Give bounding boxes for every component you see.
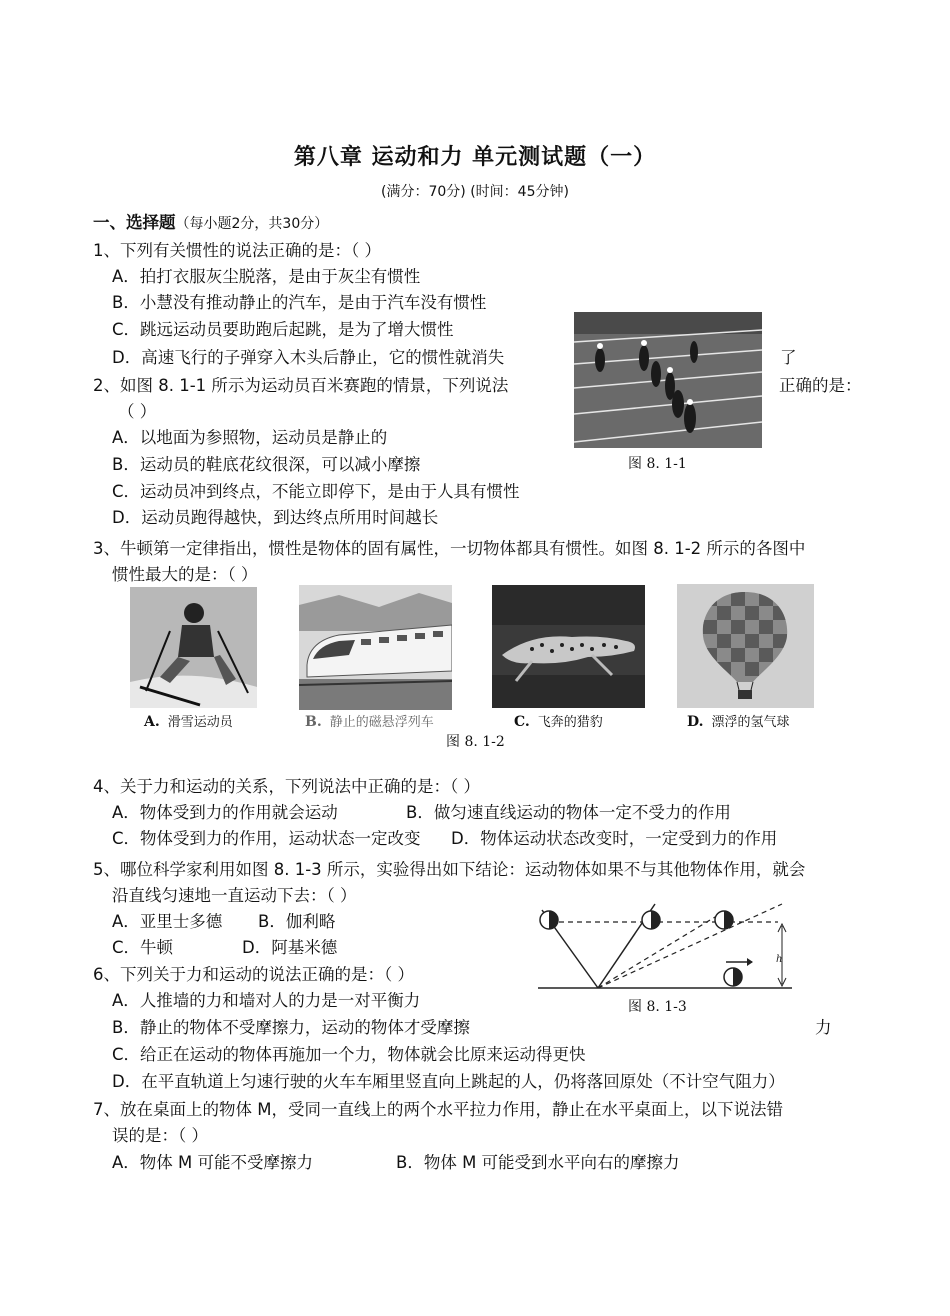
image-b-letter: B. bbox=[305, 714, 322, 730]
q7-stem-line2: 误的是：（ ） bbox=[112, 1126, 208, 1145]
q2-option-c: C．运动员冲到终点，不能立即停下，是由于人具有惯性 bbox=[112, 482, 520, 501]
page-subtitle: (满分：70分) (时间：45分钟) bbox=[381, 184, 569, 200]
q5-option-a: A．亚里士多德 bbox=[112, 912, 223, 931]
q5-option-b: B．伽利略 bbox=[258, 912, 336, 931]
image-d-letter: D. bbox=[687, 714, 704, 730]
q6-stem: 6、下列关于力和运动的说法正确的是：（ ） bbox=[93, 965, 414, 984]
q6-option-b-tail: 力 bbox=[815, 1018, 832, 1037]
q1-stem: 1、下列有关惯性的说法正确的是：（ ） bbox=[93, 241, 381, 260]
q1-option-b: B．小慧没有推动静止的汽车，是由于汽车没有惯性 bbox=[112, 293, 487, 312]
ball-icon bbox=[642, 911, 660, 929]
ball-icon bbox=[715, 911, 733, 929]
image-d-label: 漂浮的氢气球 bbox=[711, 715, 790, 730]
q5-stem: 5、哪位科学家利用如图 8. 1-3 所示，实验得出如下结论：运动物体如果不与其他物体作用，就会 bbox=[93, 860, 806, 879]
fig-8-1-3-caption: 图 8. 1-3 bbox=[628, 999, 687, 1015]
image-a-caption bbox=[144, 711, 233, 730]
q6-option-d: D．在平直轨道上匀速行驶的火车车厢里竖直向上跳起的人，仍将落回原处（不计空气阻力） bbox=[112, 1072, 785, 1091]
q5-stem-line2: 沿直线匀速地一直运动下去：（ ） bbox=[112, 886, 357, 905]
q7-option-a: A．物体 M 可能不受摩擦力 bbox=[112, 1153, 314, 1172]
q3-stem: 3、牛顿第一定律指出，惯性是物体的固有属性，一切物体都具有惯性。如图 8. 1-2 所示的各图中 bbox=[93, 539, 806, 558]
q4-option-c: C．物体受到力的作用，运动状态一定改变 bbox=[112, 829, 421, 848]
arrow-right-icon bbox=[726, 958, 753, 966]
section-heading bbox=[93, 210, 328, 237]
q4-option-a: A．物体受到力的作用就会运动 bbox=[112, 803, 338, 822]
image-b-label: 静止的磁悬浮列车 bbox=[329, 715, 434, 730]
q1-option-a: A．拍打衣服灰尘脱落，是由于灰尘有惯性 bbox=[112, 267, 421, 286]
cheetah-image bbox=[492, 585, 645, 708]
section-note: （每小题2分，共30分） bbox=[175, 216, 329, 232]
q2-option-d: D．运动员跑得越快，到达终点所用时间越长 bbox=[112, 508, 439, 527]
q2-option-b: B．运动员的鞋底花纹很深，可以减小摩擦 bbox=[112, 455, 421, 474]
q1-option-d: D．高速飞行的子弹穿入木头后静止，它的惯性就消失 bbox=[112, 348, 505, 367]
q1-option-c: C．跳远运动员要助跑后起跳，是为了增大惯性 bbox=[112, 320, 454, 339]
image-c-caption bbox=[514, 711, 603, 730]
image-b-caption bbox=[305, 711, 434, 730]
q4-stem: 4、关于力和运动的关系，下列说法中正确的是：（ ） bbox=[93, 777, 480, 796]
q6-option-a: A．人推墙的力和墙对人的力是一对平衡力 bbox=[112, 991, 421, 1010]
height-label: h bbox=[776, 954, 783, 965]
q1-option-d-tail: 了 bbox=[780, 348, 797, 367]
q6-option-b: B．静止的物体不受摩擦力，运动的物体才受摩擦 bbox=[112, 1018, 470, 1037]
image-a-label: 滑雪运动员 bbox=[167, 715, 233, 730]
page-title: 第八章 运动和力 单元测试题（一） bbox=[293, 144, 657, 170]
maglev-train-image bbox=[299, 585, 452, 710]
q2-stem-tail: 正确的是： bbox=[779, 376, 862, 395]
fig-8-1-1-caption: 图 8. 1-1 bbox=[628, 456, 687, 472]
q7-option-b: B．物体 M 可能受到水平向右的摩擦力 bbox=[396, 1153, 680, 1172]
q5-option-c: C．牛顿 bbox=[112, 938, 174, 957]
incline-ball-diagram bbox=[520, 900, 800, 996]
q3-stem-line2: 惯性最大的是：（ ） bbox=[112, 565, 258, 584]
section-title: 一、选择题 bbox=[93, 213, 176, 232]
ball-icon bbox=[540, 911, 558, 929]
fig-8-1-2-caption: 图 8. 1-2 bbox=[446, 734, 505, 750]
sprint-photo bbox=[574, 312, 762, 448]
q2-stem: 2、如图 8. 1-1 所示为运动员百米赛跑的情景，下列说法 bbox=[93, 376, 509, 395]
q4-option-d: D．物体运动状态改变时，一定受到力的作用 bbox=[451, 829, 778, 848]
q2-option-a: A．以地面为参照物，运动员是静止的 bbox=[112, 428, 388, 447]
ball-icon bbox=[724, 968, 742, 986]
skier-image bbox=[130, 587, 257, 708]
q4-option-b: B．做匀速直线运动的物体一定不受力的作用 bbox=[406, 803, 731, 822]
image-c-letter: C. bbox=[514, 714, 530, 730]
image-a-letter: A. bbox=[144, 714, 160, 730]
image-c-label: 飞奔的猎豹 bbox=[537, 715, 603, 730]
hot-air-balloon-image bbox=[677, 584, 814, 708]
q7-stem: 7、放在桌面上的物体 M，受同一直线上的两个水平拉力作用，静止在水平桌面上，以下说法错 bbox=[93, 1100, 783, 1119]
q6-option-c: C．给正在运动的物体再施加一个力，物体就会比原来运动得更快 bbox=[112, 1045, 586, 1064]
q5-option-d: D．阿基米德 bbox=[242, 938, 338, 957]
image-d-caption bbox=[687, 711, 790, 730]
q2-stem-paren: （ ） bbox=[118, 402, 157, 421]
